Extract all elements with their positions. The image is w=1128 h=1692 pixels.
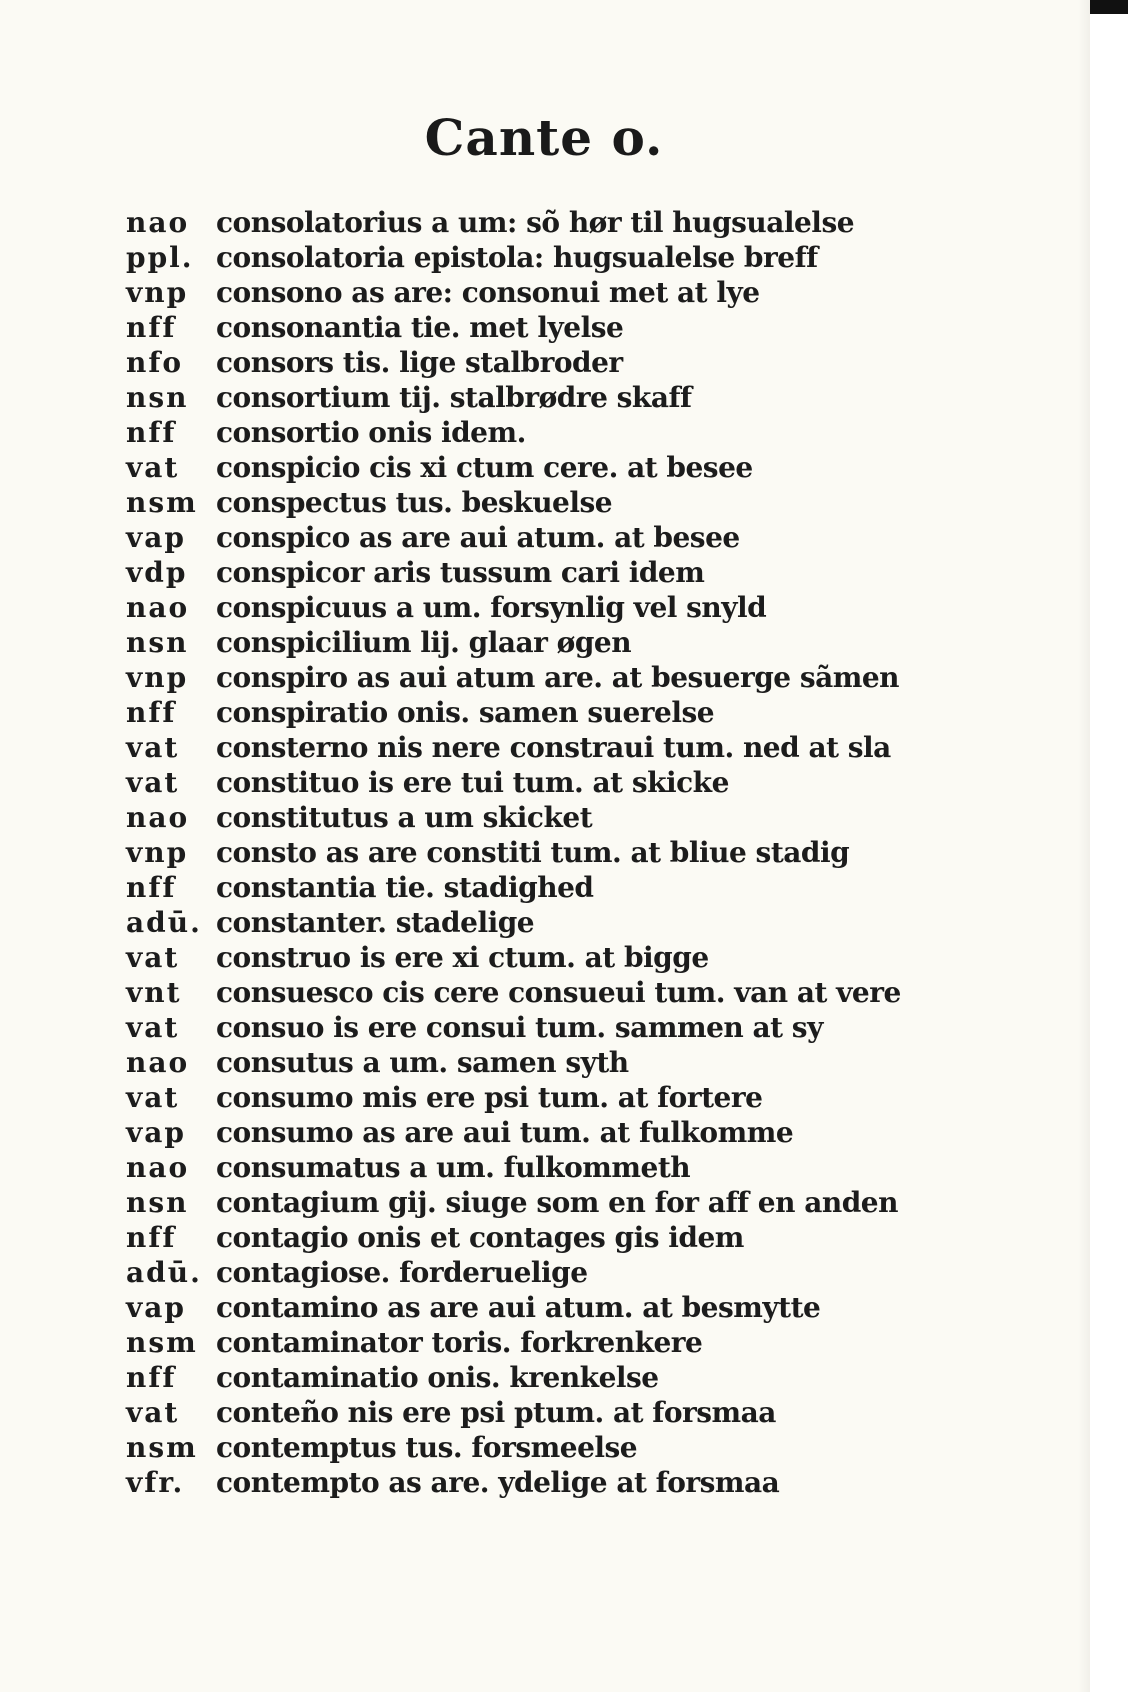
entry-text: constituo is ere tui tum. at skicke <box>216 766 729 799</box>
entry-text: conspicor aris tussum cari idem <box>216 556 705 589</box>
grammar-code: nao <box>126 1151 190 1184</box>
grammar-code: vat <box>126 451 180 484</box>
scan-corner-mark <box>1090 0 1128 14</box>
dictionary-entry <box>126 310 1026 345</box>
grammar-code: nff <box>126 871 177 904</box>
dictionary-entry <box>126 415 1026 450</box>
dictionary-entry <box>126 380 1026 415</box>
dictionary-entry <box>126 660 1026 695</box>
dictionary-entry <box>126 555 1026 590</box>
entry-text: consumo as are aui tum. at fulkomme <box>216 1116 794 1149</box>
grammar-code: vfr. <box>126 1466 185 1499</box>
dictionary-entry <box>126 205 1026 240</box>
grammar-code: nsn <box>126 381 189 414</box>
grammar-code: vat <box>126 766 180 799</box>
entry-text: consuesco cis cere consueui tum. van at vere <box>216 976 901 1009</box>
entry-text: constitutus a um skicket <box>216 801 593 834</box>
entry-text: conspico as are aui atum. at besee <box>216 521 740 554</box>
grammar-code: vdp <box>126 556 188 589</box>
page-edge <box>1078 0 1090 1692</box>
dictionary-entry <box>126 520 1026 555</box>
grammar-code: nsn <box>126 626 189 659</box>
dictionary-entry <box>126 485 1026 520</box>
grammar-code: vat <box>126 731 180 764</box>
entry-text: consumo mis ere psi tum. at fortere <box>216 1081 763 1114</box>
grammar-code: vnt <box>126 976 182 1009</box>
grammar-code: nao <box>126 206 190 239</box>
dictionary-entry <box>126 1325 1026 1360</box>
grammar-code: nff <box>126 1361 177 1394</box>
entry-text: consutus a um. samen syth <box>216 1046 629 1079</box>
entry-text: contamino as are aui atum. at besmytte <box>216 1291 821 1324</box>
grammar-code: vap <box>126 1291 186 1324</box>
entry-text: contagiose. forderuelige <box>216 1256 588 1289</box>
grammar-code: vat <box>126 1396 180 1429</box>
entry-text: conteño nis ere psi ptum. at forsmaa <box>216 1396 776 1429</box>
grammar-code: nao <box>126 801 190 834</box>
grammar-code: vap <box>126 521 186 554</box>
dictionary-entry <box>126 1150 1026 1185</box>
grammar-code: nsm <box>126 1326 198 1359</box>
dictionary-entry <box>126 695 1026 730</box>
grammar-code: nao <box>126 1046 190 1079</box>
dictionary-entry <box>126 625 1026 660</box>
entry-text: contemptus tus. forsmeelse <box>216 1431 638 1464</box>
entry-text: consortio onis idem. <box>216 416 526 449</box>
entry-text: consuo is ere consui tum. sammen at sy <box>216 1011 823 1044</box>
dictionary-entry-list <box>126 205 1026 1500</box>
dictionary-entry <box>126 1045 1026 1080</box>
entry-text: contempto as are. ydelige at forsmaa <box>216 1466 780 1499</box>
entry-text: contaminator toris. forkrenkere <box>216 1326 703 1359</box>
entry-text: contagium gij. siuge som en for aff en anden <box>216 1186 898 1219</box>
entry-text: contagio onis et contages gis idem <box>216 1221 744 1254</box>
grammar-code: nfo <box>126 346 184 379</box>
dictionary-entry <box>126 835 1026 870</box>
dictionary-entry <box>126 905 1026 940</box>
grammar-code: nff <box>126 416 177 449</box>
entry-text: constanter. stadelige <box>216 906 535 939</box>
dictionary-entry <box>126 275 1026 310</box>
dictionary-entry <box>126 1220 1026 1255</box>
dictionary-entry <box>126 870 1026 905</box>
dictionary-entry <box>126 975 1026 1010</box>
dictionary-entry <box>126 1430 1026 1465</box>
grammar-code: vat <box>126 941 180 974</box>
entry-text: consortium tij. stalbrødre skaff <box>216 381 692 414</box>
entry-text: consterno nis nere constraui tum. ned at sla <box>216 731 891 764</box>
entry-text: consonantia tie. met lyelse <box>216 311 624 344</box>
entry-text: conspicilium lij. glaar øgen <box>216 626 632 659</box>
entry-text: conspectus tus. beskuelse <box>216 486 613 519</box>
entry-text: conspiro as aui atum are. at besuerge sãmen <box>216 661 900 694</box>
grammar-code: vap <box>126 1116 186 1149</box>
dictionary-entry <box>126 1255 1026 1290</box>
dictionary-entry <box>126 730 1026 765</box>
dictionary-entry <box>126 1010 1026 1045</box>
page-heading: Cante o. <box>424 108 664 167</box>
dictionary-entry <box>126 450 1026 485</box>
dictionary-entry <box>126 1080 1026 1115</box>
grammar-code: vat <box>126 1011 180 1044</box>
grammar-code: nsm <box>126 1431 198 1464</box>
grammar-code: nff <box>126 696 177 729</box>
grammar-code: nsm <box>126 486 198 519</box>
dictionary-entry <box>126 940 1026 975</box>
grammar-code: vnp <box>126 661 189 694</box>
dictionary-entry <box>126 800 1026 835</box>
entry-text: consono as are: consonui met at lye <box>216 276 760 309</box>
dictionary-entry <box>126 1185 1026 1220</box>
grammar-code: nsn <box>126 1186 189 1219</box>
entry-text: consumatus a um. fulkommeth <box>216 1151 691 1184</box>
dictionary-entry <box>126 345 1026 380</box>
dictionary-entry <box>126 765 1026 800</box>
grammar-code: vnp <box>126 836 189 869</box>
grammar-code: vat <box>126 1081 180 1114</box>
entry-text: consolatoria epistola: hugsualelse breff <box>216 241 818 274</box>
grammar-code: vnp <box>126 276 189 309</box>
dictionary-entry <box>126 1360 1026 1395</box>
dictionary-entry <box>126 1290 1026 1325</box>
entry-text: constantia tie. stadighed <box>216 871 594 904</box>
entry-text: conspicuus a um. forsynlig vel snyld <box>216 591 767 624</box>
dictionary-entry <box>126 240 1026 275</box>
entry-text: construo is ere xi ctum. at bigge <box>216 941 709 974</box>
dictionary-entry <box>126 1395 1026 1430</box>
entry-text: consto as are constiti tum. at bliue stadig <box>216 836 850 869</box>
grammar-code: nff <box>126 311 177 344</box>
entry-text: consors tis. lige stalbroder <box>216 346 623 379</box>
entry-text: consolatorius a um: sõ hør til hugsualelse <box>216 206 855 239</box>
dictionary-entry <box>126 1115 1026 1150</box>
entry-text: contaminatio onis. krenkelse <box>216 1361 659 1394</box>
dictionary-entry <box>126 590 1026 625</box>
dictionary-entry <box>126 1465 1026 1500</box>
grammar-code: adū. <box>126 906 202 939</box>
grammar-code: nao <box>126 591 190 624</box>
entry-text: conspiratio onis. samen suerelse <box>216 696 715 729</box>
grammar-code: ppl. <box>126 241 194 274</box>
entry-text: conspicio cis xi ctum cere. at besee <box>216 451 753 484</box>
grammar-code: nff <box>126 1221 177 1254</box>
grammar-code: adū. <box>126 1256 202 1289</box>
